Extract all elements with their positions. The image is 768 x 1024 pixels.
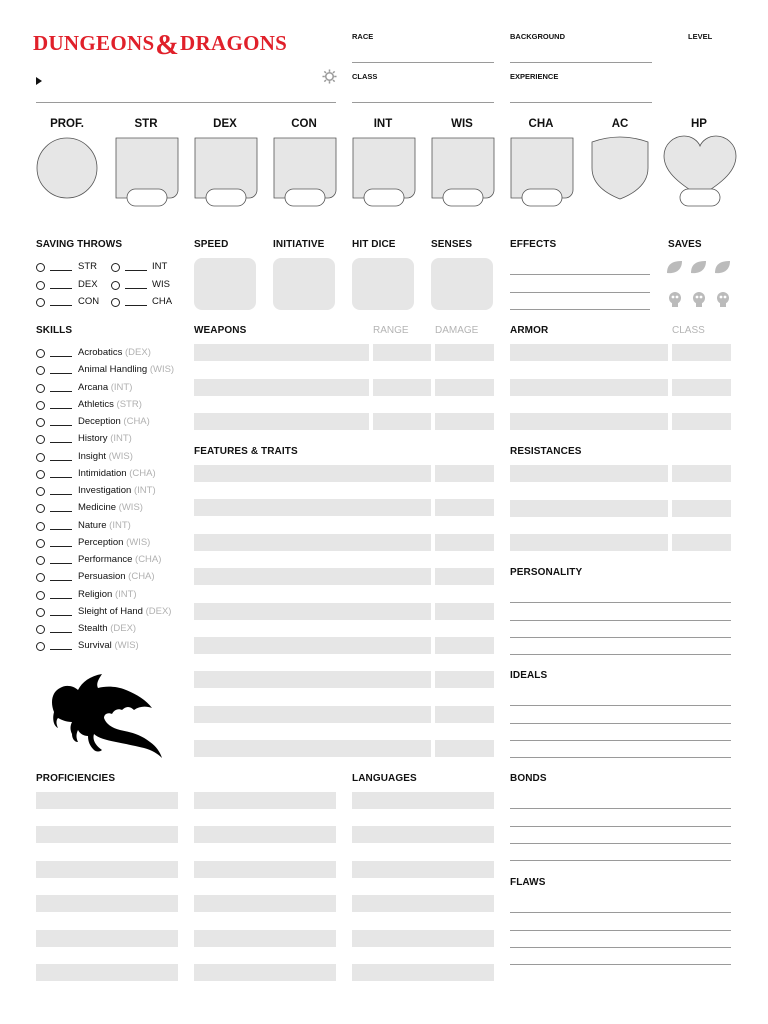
feature-source-field[interactable] [435,706,494,723]
skill-prof-toggle[interactable] [36,504,45,513]
skill-value[interactable] [50,494,72,495]
feature-source-field[interactable] [435,603,494,620]
proficiencies-label: PROFICIENCIES [36,773,116,784]
skill-value[interactable] [50,373,72,374]
proficiency-field[interactable] [36,826,178,843]
skill-prof-toggle[interactable] [36,349,45,358]
stat-label-str: STR [134,118,158,130]
damage-label: DAMAGE [435,325,479,336]
race-field[interactable] [352,62,494,63]
skill-value[interactable] [50,615,72,616]
feature-field[interactable] [194,740,431,757]
personality-line[interactable] [510,637,731,638]
skill-ability: (WIS) [118,502,143,514]
skill-prof-toggle[interactable] [36,591,45,600]
feature-field[interactable] [194,637,431,654]
effects-line[interactable] [510,292,650,293]
skill-ability: (CHA) [128,571,155,583]
proficiency-field[interactable] [194,964,336,981]
skill-prof-toggle[interactable] [36,470,45,479]
leaf-icon [691,261,706,273]
proficiency-field[interactable] [36,930,178,947]
weapon-name-field[interactable] [194,344,369,361]
flaws-line[interactable] [510,930,731,931]
flaws-line[interactable] [510,947,731,948]
saves-label: SAVES [668,239,702,250]
effects-line[interactable] [510,309,650,310]
feature-source-field[interactable] [435,671,494,688]
weapon-damage-field[interactable] [435,379,494,396]
stat-label-wis: WIS [451,118,473,130]
save-prof-cha[interactable] [111,298,120,307]
resistances-label: RESISTANCES [510,446,582,457]
proficiency-field[interactable] [194,792,336,809]
skill-item [78,451,133,462]
skill-item [78,502,143,513]
skill-item [78,606,171,617]
weapon-range-field[interactable] [373,344,431,361]
skull-icon [669,292,681,307]
skill-prof-toggle[interactable] [36,642,45,651]
skill-ability: (INT) [133,485,156,496]
skill-name: Investigation [78,485,132,496]
language-field[interactable] [352,895,494,912]
skill-name: Perception [78,536,124,548]
skill-name: Medicine [78,502,117,514]
language-field[interactable] [352,964,494,981]
feature-source-field[interactable] [435,568,494,585]
languages-label: LANGUAGES [352,773,417,784]
initiative-field[interactable] [273,258,335,310]
skill-item [78,554,161,565]
skill-prof-toggle[interactable] [36,401,45,410]
class-field[interactable] [352,102,494,103]
skill-value[interactable] [50,477,72,478]
initiative-label: INITIATIVE [273,239,325,250]
ideals-line[interactable] [510,723,731,724]
skill-ability: (STR) [116,398,142,410]
proficiency-field[interactable] [36,895,178,912]
skill-name: Deception [78,416,121,427]
skill-item [78,399,142,410]
prof-circle [37,138,97,198]
bonds-line[interactable] [510,826,731,827]
proficiency-field[interactable] [36,861,178,878]
flaws-label: FLAWS [510,877,546,888]
speed-label: SPEED [194,239,229,250]
skill-name: Performance [78,554,133,565]
skill-item [78,520,131,531]
language-field[interactable] [352,792,494,809]
armor-name-field[interactable] [510,413,668,430]
skill-name: Persuasion [78,571,126,583]
proficiency-field[interactable] [36,964,178,981]
skill-prof-toggle[interactable] [36,539,45,548]
skill-ability: (CHA) [129,467,156,479]
skill-prof-toggle[interactable] [36,625,45,634]
save-prof-wis[interactable] [111,281,120,290]
ideals-line[interactable] [510,757,731,758]
cha-mod [522,189,562,206]
skill-name: Insight [78,450,106,462]
save-label-str: STR [78,261,97,272]
level-label: LEVEL [688,32,713,41]
background-label: BACKGROUND [510,32,565,41]
skill-ability: (INT) [110,381,133,393]
stat-label-dex: DEX [213,118,237,130]
feature-source-field[interactable] [435,465,494,482]
skill-ability: (WIS) [108,450,133,462]
skill-ability: (DEX) [145,605,172,617]
skill-prof-toggle[interactable] [36,384,45,393]
senses-label: SENSES [431,239,473,250]
skill-name: Stealth [78,623,108,634]
save-label-cha: CHA [152,296,173,307]
skill-prof-toggle[interactable] [36,522,45,531]
skill-value[interactable] [50,391,72,392]
resistance-field[interactable] [672,534,731,551]
armor-class-field[interactable] [672,379,731,396]
speed-field[interactable] [194,258,256,310]
skill-item [78,623,136,634]
skill-name: Sleight of Hand [78,605,143,617]
bonds-line[interactable] [510,860,731,861]
skill-value[interactable] [50,408,72,409]
skill-name: Acrobatics [78,347,123,358]
weapon-damage-field[interactable] [435,413,494,430]
resistance-field[interactable] [510,465,668,482]
senses-field[interactable] [431,258,493,310]
gear-icon[interactable] [322,69,337,84]
stat-label-hp: HP [691,118,707,130]
skill-item [78,485,156,496]
skill-prof-toggle[interactable] [36,418,45,427]
skill-ability: (CHA) [123,416,150,427]
feature-source-field[interactable] [435,499,494,516]
resistance-field[interactable] [510,534,668,551]
con-mod [285,189,325,206]
feature-field[interactable] [194,568,431,585]
save-success-icons [664,259,734,314]
flaws-line[interactable] [510,912,731,913]
stat-label-cha: CHA [528,118,554,130]
save-value-int[interactable] [125,270,147,271]
language-field[interactable] [352,930,494,947]
armor-class-field[interactable] [672,344,731,361]
skill-name: Arcana [78,381,109,393]
ac-shield [592,137,648,199]
feature-field[interactable] [194,671,431,688]
save-prof-int[interactable] [111,263,120,272]
effects-label: EFFECTS [510,239,557,250]
flaws-line[interactable] [510,964,731,965]
skill-value[interactable] [50,460,72,461]
proficiency-field[interactable] [194,930,336,947]
save-value-wis[interactable] [125,288,147,289]
skill-value[interactable] [50,511,72,512]
weapon-name-field[interactable] [194,379,369,396]
stat-label-ac: AC [611,118,629,130]
feature-source-field[interactable] [435,637,494,654]
save-value-dex[interactable] [50,288,72,289]
save-label-dex: DEX [78,279,98,290]
stat-label-prof: PROF. [50,118,84,130]
skill-name: Intimidation [78,467,127,479]
skill-value[interactable] [50,649,72,650]
armor-label: ARMOR [510,325,549,336]
skill-item [78,537,150,548]
skill-value[interactable] [50,580,72,581]
play-icon[interactable] [36,77,42,85]
skill-prof-toggle[interactable] [36,573,45,582]
skill-item [78,433,132,444]
hit-dice-field[interactable] [352,258,414,310]
proficiency-field[interactable] [194,895,336,912]
feature-source-field[interactable] [435,534,494,551]
skill-ability: (CHA) [135,554,162,565]
skill-prof-toggle[interactable] [36,487,45,496]
skill-value[interactable] [50,563,72,564]
dnd-logo: DUNGEONS&DRAGONS [33,30,288,61]
armor-name-field[interactable] [510,379,668,396]
save-prof-con[interactable] [36,298,45,307]
experience-label: EXPERIENCE [510,72,559,81]
hp-heart [664,136,736,196]
skill-ability: (WIS) [149,364,175,376]
weapons-label: WEAPONS [194,325,247,336]
skill-value[interactable] [50,546,72,547]
hp-mod [680,189,720,206]
skill-ability: (INT) [110,433,132,445]
skill-prof-toggle[interactable] [36,608,45,617]
skill-item [78,640,139,651]
skill-prof-toggle[interactable] [36,453,45,462]
save-label-wis: WIS [152,279,170,290]
feature-field[interactable] [194,465,431,482]
bonds-line[interactable] [510,843,731,844]
feature-field[interactable] [194,603,431,620]
skill-value[interactable] [50,529,72,530]
feature-field[interactable] [194,706,431,723]
weapon-damage-field[interactable] [435,344,494,361]
skill-value[interactable] [50,632,72,633]
weapon-range-field[interactable] [373,379,431,396]
dex-mod [206,189,246,206]
skill-value[interactable] [50,442,72,443]
skill-name: Religion [78,588,113,600]
ideals-line[interactable] [510,740,731,741]
save-value-str[interactable] [50,270,72,271]
background-field[interactable] [510,62,652,63]
weapon-range-field[interactable] [373,413,431,430]
save-prof-str[interactable] [36,263,45,272]
save-prof-dex[interactable] [36,281,45,290]
skill-name: Nature [78,519,107,531]
armor-class-label: CLASS [672,325,705,336]
skill-item [78,364,174,375]
personality-line[interactable] [510,654,731,655]
skill-value[interactable] [50,356,72,357]
skill-value[interactable] [50,598,72,599]
resistance-field[interactable] [510,500,668,517]
save-label-int: INT [152,261,168,272]
stat-label-int: INT [373,118,393,130]
hit-dice-label: HIT DICE [352,239,396,250]
skull-icon [717,292,729,307]
armor-class-field[interactable] [672,413,731,430]
skill-item [78,589,137,600]
save-value-cha[interactable] [125,305,147,306]
skill-item [78,571,155,582]
skill-ability: (DEX) [110,623,137,634]
stat-shapes [0,130,768,210]
personality-line[interactable] [510,602,731,603]
class-label: CLASS [352,72,378,81]
skill-item [78,416,150,427]
skill-ability: (DEX) [125,347,151,358]
skill-ability: (INT) [114,588,137,600]
skill-value[interactable] [50,425,72,426]
saving-throws-label: SAVING THROWS [36,239,123,250]
range-label: RANGE [373,325,409,336]
weapon-name-field[interactable] [194,413,369,430]
language-field[interactable] [352,826,494,843]
features-label: FEATURES & TRAITS [194,446,298,457]
feature-source-field[interactable] [435,740,494,757]
skill-prof-toggle[interactable] [36,366,45,375]
name-field-line[interactable] [36,102,336,103]
proficiency-field[interactable] [194,861,336,878]
bonds-line[interactable] [510,808,731,809]
ideals-line[interactable] [510,705,731,706]
effects-line[interactable] [510,274,650,275]
language-field[interactable] [352,861,494,878]
proficiency-field[interactable] [36,792,178,809]
personality-label: PERSONALITY [510,567,583,578]
int-mod [364,189,404,206]
feature-field[interactable] [194,499,431,516]
race-label: RACE [352,32,374,41]
skill-prof-toggle[interactable] [36,556,45,565]
armor-name-field[interactable] [510,344,668,361]
skill-item [78,347,151,358]
skill-name: Animal Handling [78,364,148,376]
personality-line[interactable] [510,620,731,621]
skills-label: SKILLS [36,325,73,336]
save-value-con[interactable] [50,305,72,306]
skill-ability: (INT) [109,519,131,531]
resistance-field[interactable] [672,500,731,517]
skill-name: Survival [78,640,112,652]
str-mod [127,189,167,206]
skill-prof-toggle[interactable] [36,435,45,444]
skill-item [78,468,156,479]
proficiency-field[interactable] [194,826,336,843]
leaf-icon [715,261,730,273]
feature-field[interactable] [194,534,431,551]
skill-name: History [78,433,108,445]
experience-field[interactable] [510,102,652,103]
dragon-silhouette [46,672,166,762]
skill-ability: (WIS) [114,640,139,652]
resistance-field[interactable] [672,465,731,482]
leaf-icon [667,261,682,273]
skill-name: Athletics [78,398,114,410]
stat-label-con: CON [291,118,317,130]
ideals-label: IDEALS [510,670,548,681]
bonds-label: BONDS [510,773,547,784]
skull-icon [693,292,705,307]
skill-ability: (WIS) [126,536,151,548]
wis-mod [443,189,483,206]
save-label-con: CON [78,296,100,307]
skill-item [78,382,132,393]
